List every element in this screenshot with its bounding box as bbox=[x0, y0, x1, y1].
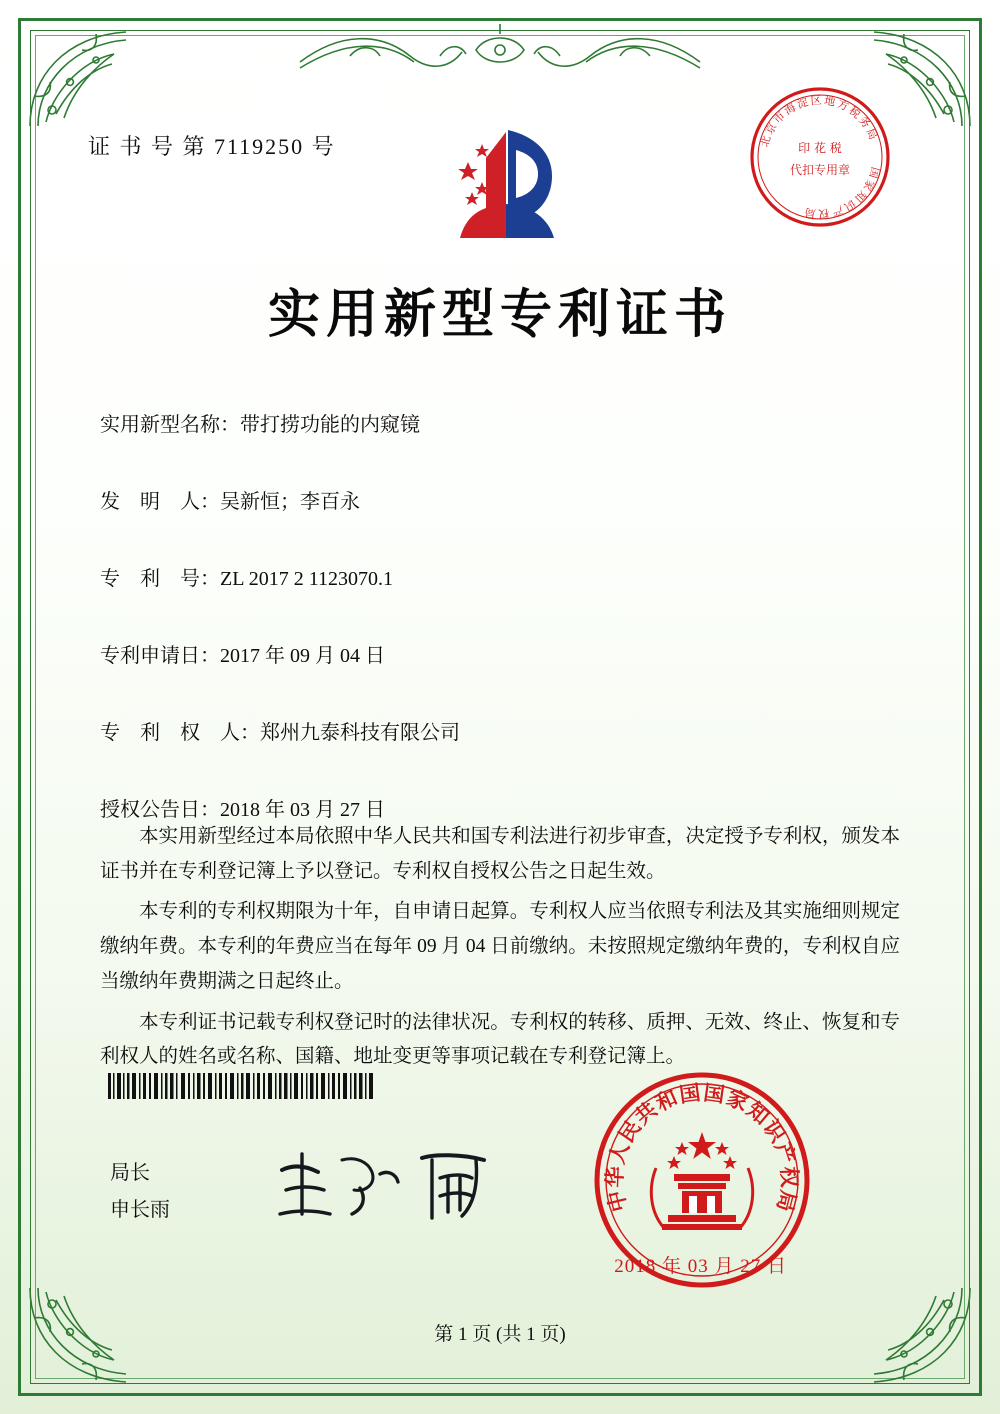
svg-text:北: 北 bbox=[757, 134, 774, 149]
svg-text:共: 共 bbox=[629, 1096, 662, 1130]
director-name: 申长雨 bbox=[110, 1199, 170, 1221]
certificate-number: 证 书 号 第 7119250 号 bbox=[88, 134, 336, 159]
certificate-fields bbox=[100, 408, 900, 870]
svg-text:产: 产 bbox=[830, 202, 845, 219]
seal-date: 2018 年 03 月 27 日 bbox=[614, 1256, 787, 1277]
svg-text:务: 务 bbox=[856, 113, 874, 131]
page-footer: 第 1 页 (共 1 页) bbox=[434, 1324, 566, 1345]
svg-text:国: 国 bbox=[702, 1079, 727, 1108]
svg-text:权: 权 bbox=[776, 1166, 803, 1188]
svg-text:中: 中 bbox=[602, 1187, 632, 1215]
tax-office-stamp bbox=[745, 82, 895, 232]
handwritten-signature-icon bbox=[272, 1140, 502, 1230]
field-value: 2018 年 03 月 27 日 bbox=[220, 799, 385, 821]
barcode bbox=[108, 1073, 376, 1099]
svg-text:家: 家 bbox=[860, 177, 878, 194]
field-value: 带打捞功能的内窥镜 bbox=[240, 414, 420, 436]
svg-text:华: 华 bbox=[601, 1166, 628, 1188]
svg-text:市: 市 bbox=[770, 109, 788, 127]
director-block bbox=[110, 1155, 170, 1229]
cnipa-logo-icon bbox=[420, 120, 590, 250]
svg-text:京: 京 bbox=[762, 120, 780, 137]
legal-text-block bbox=[100, 820, 900, 1081]
field-grant-announcement-date bbox=[100, 793, 900, 822]
svg-text:人: 人 bbox=[603, 1139, 634, 1167]
svg-text:家: 家 bbox=[722, 1084, 753, 1116]
field-application-date bbox=[100, 639, 900, 668]
svg-text:代扣专用章: 代扣专用章 bbox=[789, 163, 851, 177]
svg-text:知: 知 bbox=[742, 1096, 775, 1130]
svg-text:方: 方 bbox=[835, 97, 851, 114]
svg-text:国: 国 bbox=[677, 1079, 702, 1108]
svg-text:识: 识 bbox=[758, 1115, 791, 1147]
field-patentee bbox=[100, 716, 900, 745]
field-utility-model-name bbox=[100, 408, 900, 437]
director-label: 局长 bbox=[110, 1162, 150, 1184]
svg-text:产: 产 bbox=[770, 1139, 801, 1167]
paragraph-grant: 本实用新型经过本局依照中华人民共和国专利法进行初步审查，决定授予专利权，颁发本证书并在专利登记簿上予以登记。专利权自授权公告之日起生效。 bbox=[100, 826, 900, 882]
field-patent-number bbox=[100, 562, 900, 591]
field-value: 2017 年 09 月 04 日 bbox=[220, 645, 385, 667]
field-label: 授权公告日： bbox=[100, 799, 220, 821]
svg-text:淀: 淀 bbox=[795, 95, 810, 112]
svg-text:海: 海 bbox=[781, 100, 799, 118]
field-value: 吴新恒；李百永 bbox=[220, 491, 360, 513]
svg-text:识: 识 bbox=[841, 196, 859, 214]
paragraph-registry: 本专利证书记载专利权登记时的法律状况。专利权的转移、质押、无效、终止、恢复和专利权人的姓名或名称、国籍、地址变更等事项记载在专利登记簿上。 bbox=[100, 1011, 900, 1068]
field-label: 发 明 人： bbox=[100, 491, 220, 513]
svg-text:国: 国 bbox=[866, 165, 883, 180]
svg-text:局: 局 bbox=[803, 205, 817, 220]
field-label: 实用新型名称： bbox=[100, 414, 240, 436]
field-inventor bbox=[100, 485, 900, 514]
svg-text:区: 区 bbox=[810, 93, 822, 108]
svg-text:权: 权 bbox=[818, 206, 830, 221]
svg-text:知: 知 bbox=[852, 187, 870, 205]
page-title: 实用新型专利证书 bbox=[267, 284, 732, 345]
field-label: 专利申请日： bbox=[100, 645, 220, 667]
svg-text:局: 局 bbox=[772, 1187, 802, 1215]
field-label: 专 利 号： bbox=[100, 568, 220, 590]
svg-text:印 花 税: 印 花 税 bbox=[798, 141, 842, 155]
field-value: 郑州九泰科技有限公司 bbox=[260, 722, 460, 744]
svg-text:局: 局 bbox=[863, 126, 880, 142]
paragraph-term-and-fees: 本专利的专利权期限为十年，自申请日起算。专利权人应当依照专利法及其实施细则规定缴纳年费。本专利的年费应当在每年 09 月 04 日前缴纳。未按照规定缴纳年费的，专利权自应当缴纳年费期满之日起终止。 bbox=[100, 901, 900, 992]
svg-text:民: 民 bbox=[613, 1115, 646, 1147]
field-label: 专 利 权 人： bbox=[100, 722, 260, 744]
field-value: ZL 2017 2 1123070.1 bbox=[220, 568, 393, 590]
svg-text:地: 地 bbox=[823, 94, 837, 109]
svg-text:和: 和 bbox=[651, 1084, 682, 1116]
svg-text:税: 税 bbox=[846, 103, 864, 121]
